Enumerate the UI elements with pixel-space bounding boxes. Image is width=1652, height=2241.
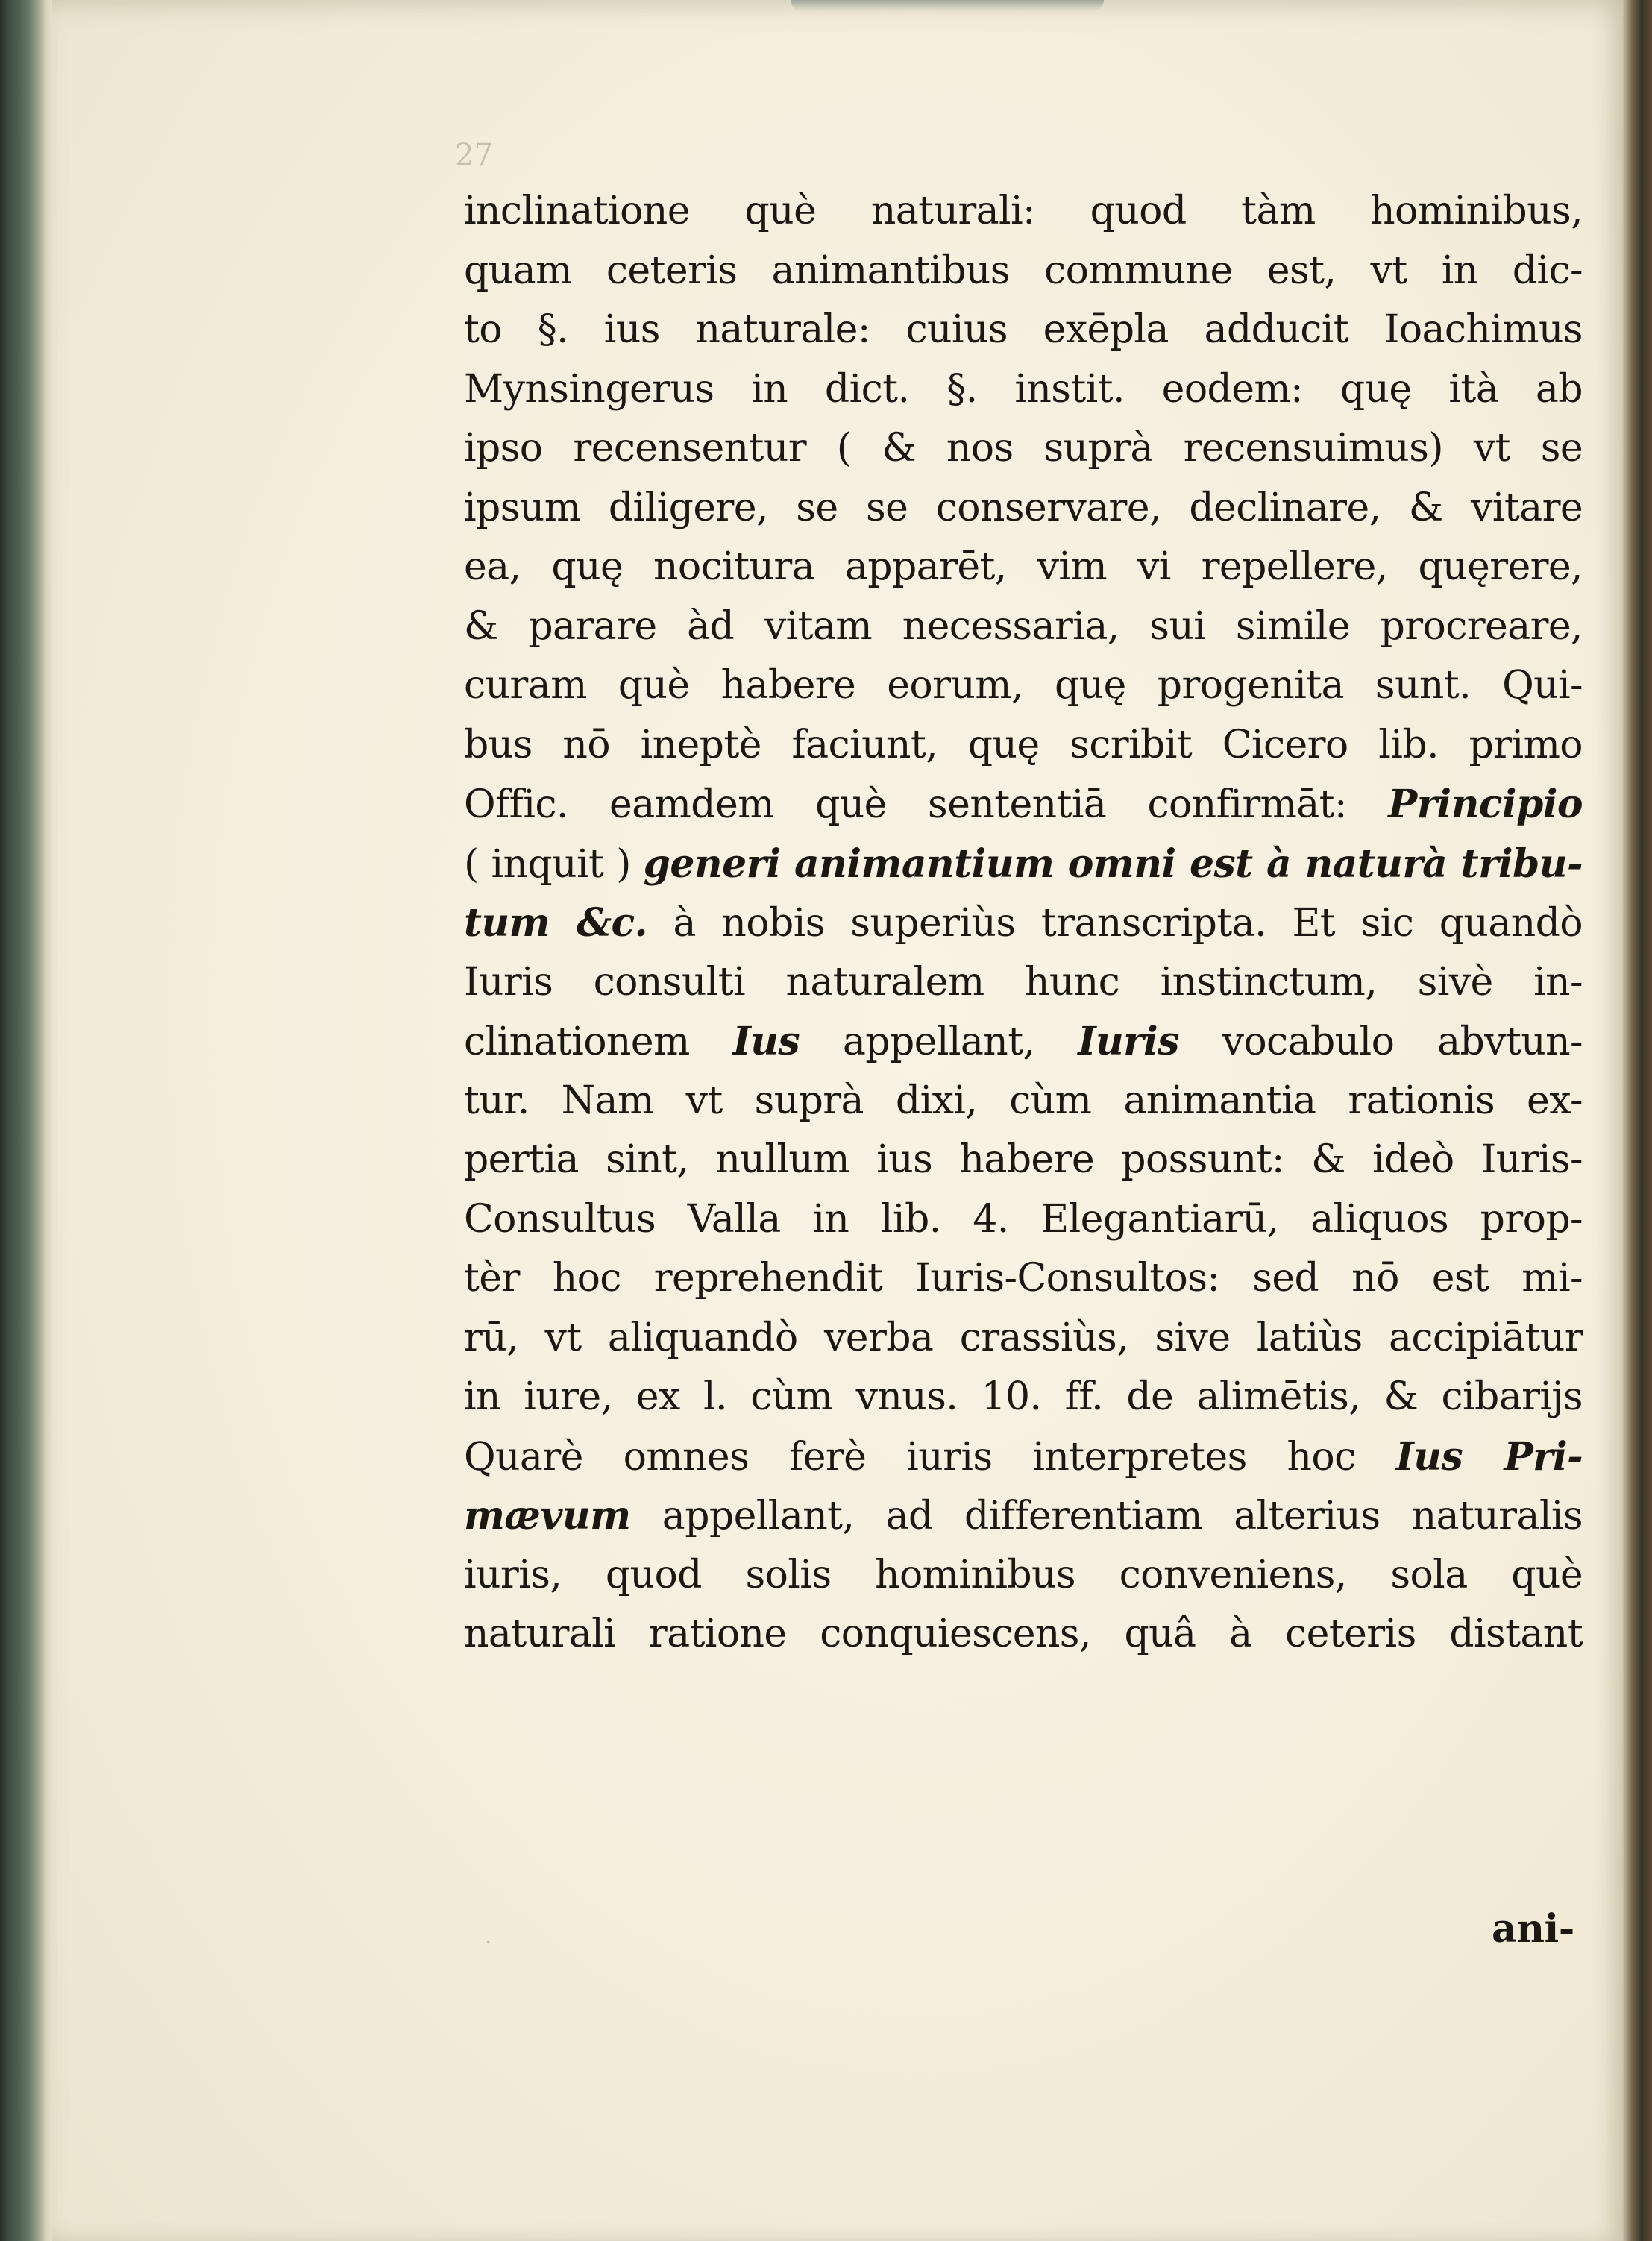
text-segment: à nobis superiùs transcripta. Et sic quandò xyxy=(647,901,1583,946)
text-line: ipsum diligere, se se conservare, declinare, & vitare xyxy=(464,485,1583,530)
text-line-mixed xyxy=(464,775,1583,835)
italic-segment: mævum xyxy=(464,1493,631,1538)
text-line: Iuris consulti naturalem hunc instinctum, sivè in- xyxy=(464,959,1583,1005)
text-line: ea, quę nocitura apparēt, vim vi repellere, quęrere, xyxy=(464,544,1583,589)
show-through-folio: 27 xyxy=(455,138,493,172)
text-line: inclinatione què naturali: quod tàm hominibus, xyxy=(464,189,1583,233)
show-through-mark: · xyxy=(485,1930,492,1956)
page-top-wear xyxy=(791,0,1104,12)
text-line: Mynsingerus in dict. §. instit. eodem: quę ità ab xyxy=(464,366,1583,412)
text-segment: ( inquit ) xyxy=(464,841,644,887)
italic-segment: Ius Pri- xyxy=(1395,1433,1583,1480)
text-line: ipso recensentur ( & nos suprà recensuimus) vt se xyxy=(464,426,1583,471)
text-line: Consultus Valla in lib. 4. Elegantiarū, aliquos prop- xyxy=(464,1196,1583,1242)
text-segment: Offic. eamdem què sententiā confirmāt: xyxy=(464,782,1347,827)
catchword: ani- xyxy=(1492,1906,1574,1952)
text-line-mixed xyxy=(464,1427,1583,1487)
text-line-mixed xyxy=(464,893,1583,953)
body-text xyxy=(464,182,1583,1665)
book-spine-edge xyxy=(1622,0,1652,2241)
italic-segment: Ius xyxy=(732,1019,800,1064)
text-line: & parare àd vitam necessaria, sui simile procreare, xyxy=(464,603,1583,649)
text-segment: Quarè omnes ferè iuris interpretes hoc xyxy=(464,1434,1396,1480)
text-line: tèr hoc reprehendit Iuris-Consultos: sed nō est mi- xyxy=(464,1256,1583,1301)
text-segment: appellant, xyxy=(800,1019,1078,1064)
text-line-mixed xyxy=(464,835,1583,894)
text-line: tur. Nam vt suprà dixi, cùm animantia rationis ex- xyxy=(464,1078,1583,1123)
text-line: in iure, ex l. cùm vnus. 10. ff. de alimētis, & cibarijs xyxy=(464,1374,1583,1419)
text-segment: clinationem xyxy=(464,1019,733,1064)
text-segment: vocabulo abvtun- xyxy=(1178,1019,1583,1064)
text-line: quam ceteris animantibus commune est, vt in dic- xyxy=(464,248,1583,293)
text-line: pertia sint, nullum ius habere possunt: & ideò Iuris- xyxy=(464,1137,1583,1182)
italic-segment: tum &c. xyxy=(464,900,648,946)
text-line: to §. ius naturale: cuius exēpla adducit Ioachimus xyxy=(464,307,1583,352)
text-segment: appellant, ad differentiam alterius naturalis xyxy=(630,1494,1583,1538)
text-line-mixed xyxy=(464,1486,1583,1546)
text-line: bus nō ineptè faciunt, quę scribit Cicero lib. primo xyxy=(464,722,1583,767)
text-line: iuris, quod solis hominibus conveniens, sola què xyxy=(464,1552,1583,1597)
italic-segment: Principio xyxy=(1388,782,1583,827)
text-line: naturali ratione conquiescens, quâ à ceteris distant xyxy=(464,1612,1583,1656)
italic-segment: generi animantium omni est à naturà tribu- xyxy=(643,840,1583,887)
text-line: rū, vt aliquandò verba crassiùs, sive latiùs accipiātur xyxy=(464,1315,1583,1360)
italic-segment: Iuris xyxy=(1078,1019,1179,1064)
text-line-mixed xyxy=(464,1012,1583,1072)
text-line: curam què habere eorum, quę progenita sunt. Qui- xyxy=(464,663,1583,708)
